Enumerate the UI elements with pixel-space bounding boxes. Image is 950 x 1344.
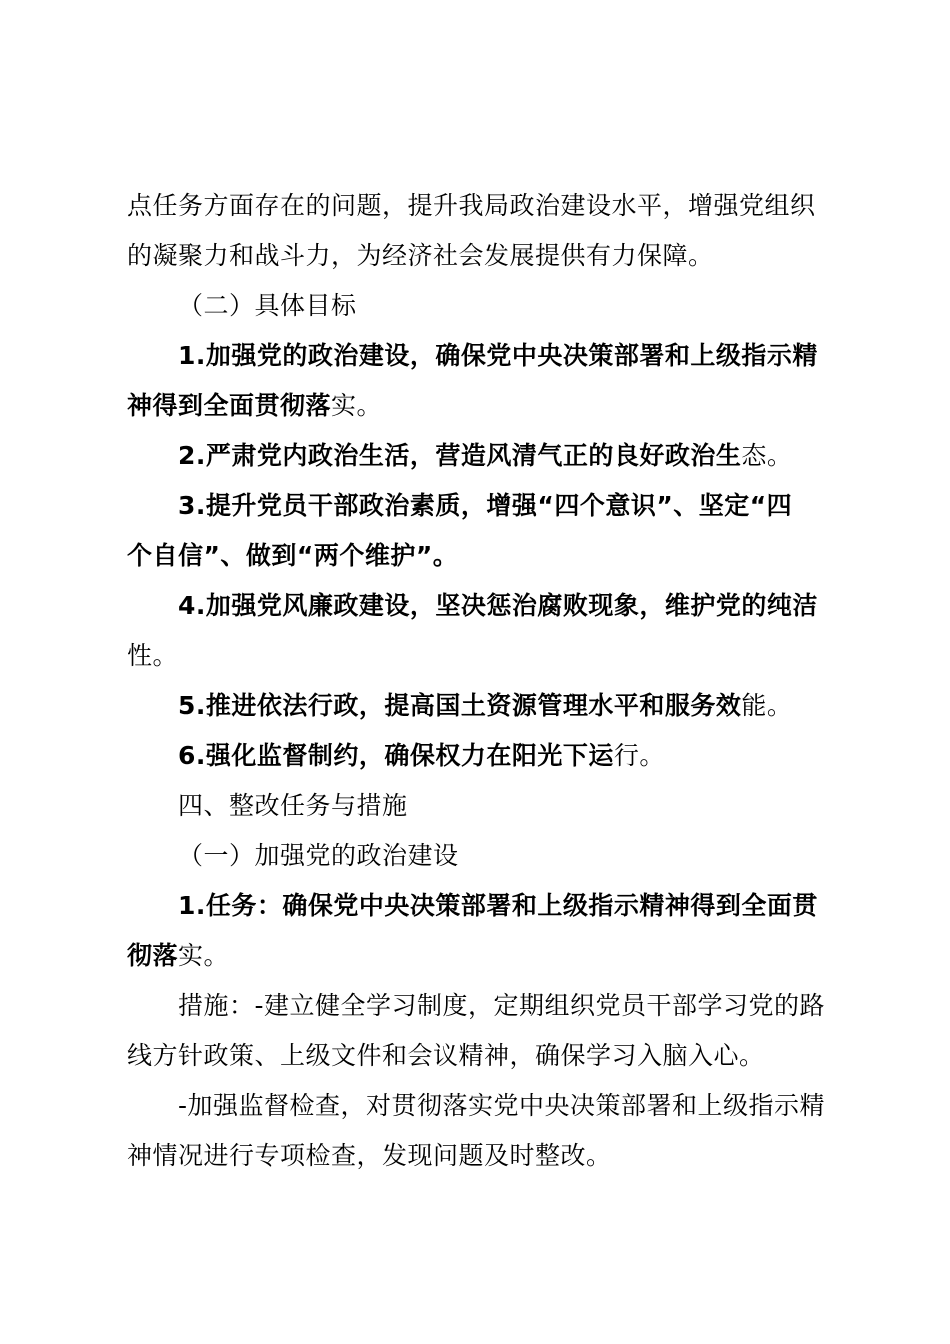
goal-item-2-bold-text: 2.严肃党内政治生活，营造风清气正的良好政治生 [178,441,742,470]
goal-item-1: 1.加强党的政治建设，确保党中央决策部署和上级指示精 [178,341,818,370]
goal-item-5-tail-text: 能。 [741,691,793,720]
task-item-1-continued [127,941,950,971]
goal-item-5-bold-text: 5.推进依法行政，提高国土资源管理水平和服务效 [178,691,742,720]
section-heading-4: 四、整改任务与措施 [178,791,408,820]
goal-item-4-continued: 性。 [127,641,179,670]
measure-paragraph-1: 措施：-建立健全学习制度，定期组织党员干部学习党的路 [178,991,826,1020]
goal-item-6-tail-text: 行。 [613,741,665,770]
goal-item-5 [178,691,950,721]
goal-item-2-tail-text: 态。 [741,441,793,470]
measure-paragraph-1-continued: 线方针政策、上级文件和会议精神，确保学习入脑入心。 [127,1041,765,1070]
measure-paragraph-2-continued: 神情况进行专项检查，发现问题及时整改。 [127,1141,612,1170]
subsection-heading-1: （一）加强党的政治建设 [178,841,459,870]
paragraph-line: 点任务方面存在的问题，提升我局政治建设水平，增强党组织 [127,191,816,220]
goal-item-2 [178,441,950,471]
goal-item-3: 3.提升党员干部政治素质，增强“四个意识”、坚定“四 [178,491,793,520]
task-item-1: 1.任务：确保党中央决策部署和上级指示精神得到全面贯 [178,891,818,920]
goal-item-1-continued [127,391,950,421]
goal-item-1-tail-text: 实。 [331,391,383,420]
goal-item-4: 4.加强党风廉政建设，坚决惩治腐败现象，维护党的纯洁 [178,591,818,620]
task-item-1-tail-text: 实。 [178,941,230,970]
goal-item-3-continued: 个自信”、做到“两个维护”。 [127,541,459,570]
task-item-1-bold-text: 彻落 [127,941,179,970]
goal-item-6-bold-text: 6.强化监督制约，确保权力在阳光下运 [178,741,614,770]
section-heading-goals: （二）具体目标 [178,291,357,320]
measure-paragraph-2: -加强监督检查，对贯彻落实党中央决策部署和上级指示精 [178,1091,826,1120]
goal-item-6 [178,741,950,771]
paragraph-line: 的凝聚力和战斗力，为经济社会发展提供有力保障。 [127,241,714,270]
goal-item-1-bold-text: 神得到全面贯彻落 [127,391,332,420]
